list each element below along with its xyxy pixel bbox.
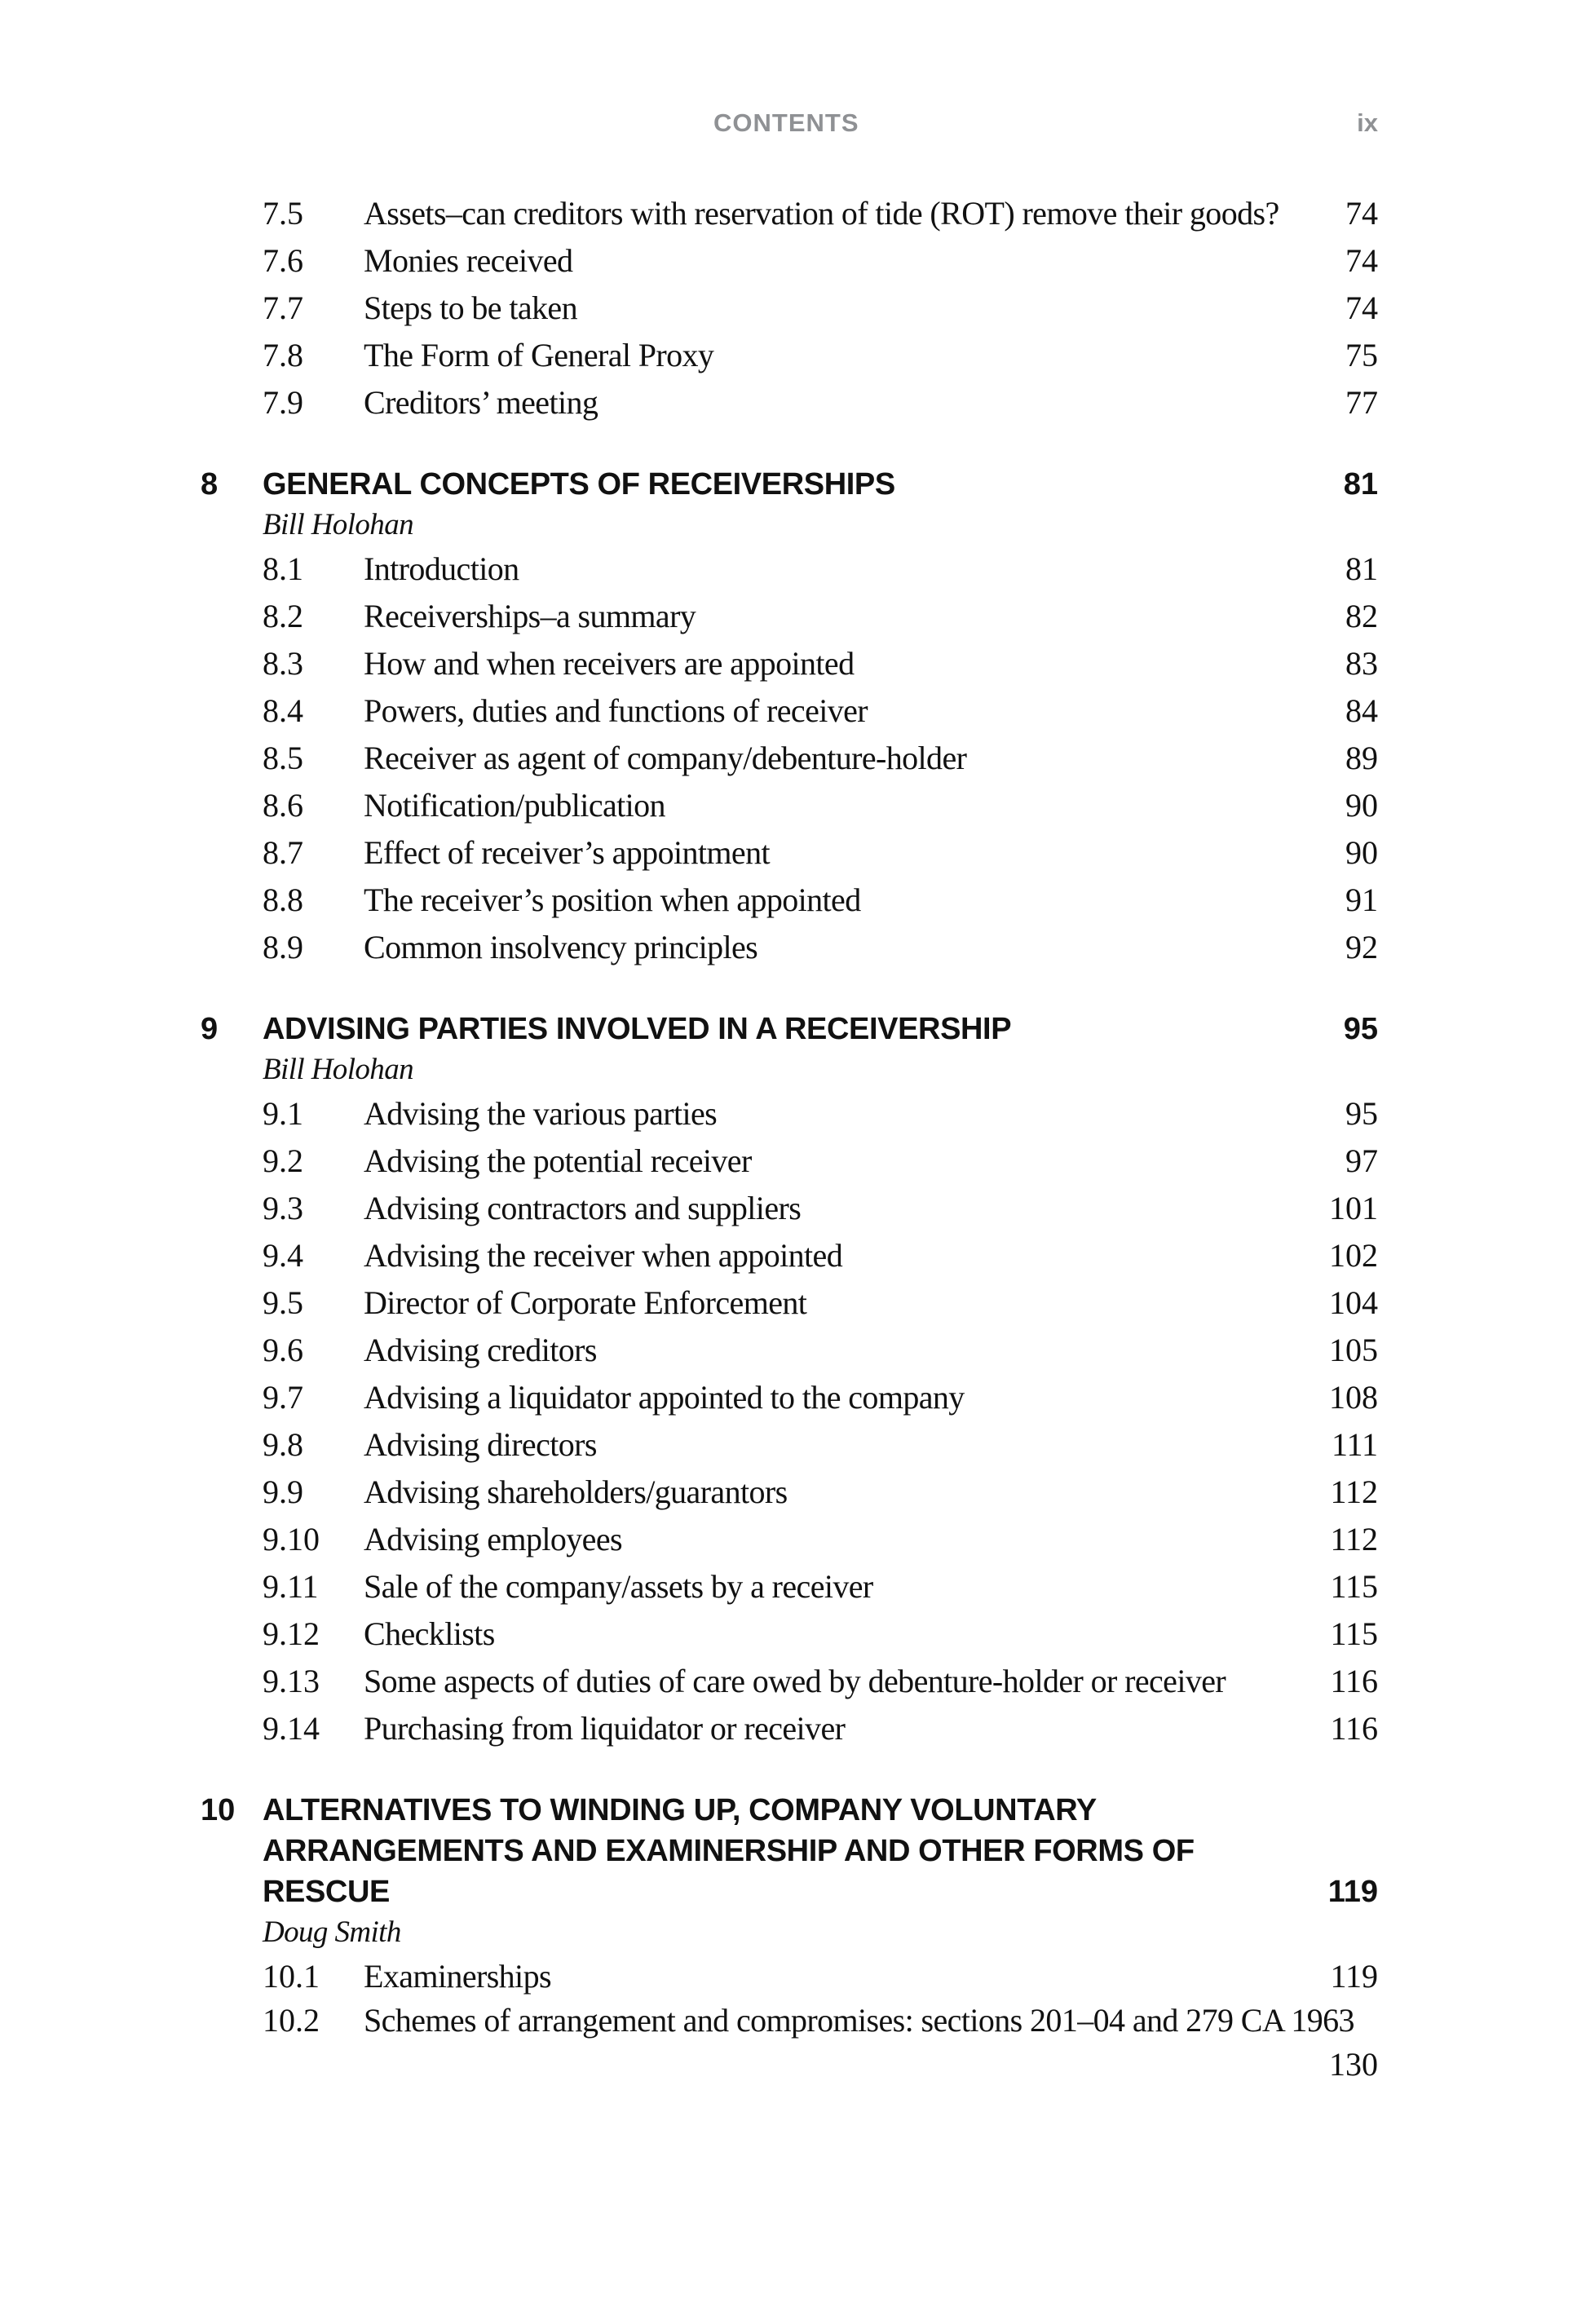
entry-page: 111 (1331, 1426, 1378, 1463)
entry-title: Assets–can creditors with reservation of tide (ROT) remove their goods? (364, 195, 1279, 232)
entry-title: Sale of the company/assets by a receiver (364, 1568, 873, 1605)
entry-number: 9.2 (263, 1142, 303, 1179)
entry-title: Advising a liquidator appointed to the company (364, 1379, 965, 1416)
entry-title: Advising creditors (364, 1332, 597, 1368)
toc-entry (0, 237, 1590, 285)
toc-entry (0, 593, 1590, 640)
entry-title: Checklists (364, 1615, 495, 1652)
entry-number: 8.8 (263, 881, 303, 918)
entry-number: 7.9 (263, 384, 303, 421)
entry-page: 97 (1345, 1142, 1378, 1179)
entry-page: 90 (1345, 834, 1378, 871)
chapter-author: Doug Smith (263, 1915, 401, 1949)
toc-entry (0, 687, 1590, 735)
entry-number: 9.1 (263, 1095, 303, 1132)
toc-entry (0, 1138, 1590, 1185)
entry-title: Powers, duties and functions of receiver (364, 692, 868, 729)
chapter-heading-10 (0, 1790, 1590, 1912)
chapter-heading-8 (0, 464, 1590, 505)
entry-number: 9.10 (263, 1521, 320, 1557)
entry-number: 10.1 (263, 1958, 320, 1995)
chapter-page: 95 (1343, 1012, 1378, 1046)
chapter-page: 119 (1327, 1875, 1378, 1909)
entry-page: 90 (1345, 787, 1378, 824)
entry-number: 9.9 (263, 1473, 303, 1510)
entry-title: Steps to be taken (364, 289, 577, 326)
entry-number: 7.5 (263, 195, 303, 232)
entry-page: 102 (1329, 1237, 1378, 1274)
chapter-author: Bill Holohan (263, 508, 413, 541)
running-title: CONTENTS (713, 108, 859, 137)
entry-page: 101 (1329, 1190, 1378, 1226)
entry-page: 92 (1345, 929, 1378, 965)
entry-title: Receiverships–a summary (364, 598, 696, 634)
entry-number: 10.2 (263, 2002, 320, 2039)
toc-entry (0, 1232, 1590, 1279)
toc-entry (0, 1327, 1590, 1374)
entry-page: 112 (1330, 1521, 1378, 1557)
entry-title: Monies received (364, 242, 573, 279)
entry-title: Advising the potential receiver (364, 1142, 752, 1179)
toc-entry (0, 1516, 1590, 1563)
entry-title: The receiver’s position when appointed (364, 881, 861, 918)
toc-entry (0, 332, 1590, 379)
entry-title: Examinerships (364, 1958, 551, 1995)
entry-title: The Form of General Proxy (364, 337, 714, 373)
entry-page: 81 (1345, 550, 1378, 587)
entry-page: 91 (1345, 881, 1378, 918)
toc-entry (0, 2000, 1590, 2085)
entry-number: 9.7 (263, 1379, 303, 1416)
entry-page: 84 (1345, 692, 1378, 729)
chapter-heading-9 (0, 1009, 1590, 1049)
entry-title: Effect of receiver’s appointment (364, 834, 770, 871)
toc-entry (0, 1563, 1590, 1610)
entry-title: Purchasing from liquidator or receiver (364, 1710, 846, 1747)
toc-entry (0, 190, 1590, 237)
entry-title: Some aspects of duties of care owed by debenture-holder or receiver (364, 1663, 1226, 1699)
toc-entry (0, 1421, 1590, 1469)
running-head (0, 108, 1590, 144)
toc-entry (0, 782, 1590, 829)
entry-number: 7.8 (263, 337, 303, 373)
entry-title: Creditors’ meeting (364, 384, 598, 421)
entry-page: 75 (1345, 337, 1378, 373)
entry-page: 112 (1330, 1473, 1378, 1510)
chapter-title: GENERAL CONCEPTS OF RECEIVERSHIPS (263, 467, 895, 501)
toc-entry (0, 1705, 1590, 1752)
entry-page: 108 (1329, 1379, 1378, 1416)
entry-page: 83 (1345, 645, 1378, 682)
entry-number: 9.12 (263, 1615, 320, 1652)
entry-title: Notification/publication (364, 787, 665, 824)
toc-entry (0, 1953, 1590, 2000)
chapter-author: Bill Holohan (263, 1053, 413, 1086)
entry-page: 115 (1330, 1615, 1378, 1652)
toc-entry (0, 640, 1590, 687)
entry-number: 8.9 (263, 929, 303, 965)
entry-page: 74 (1345, 242, 1378, 279)
entry-number: 7.7 (263, 289, 303, 326)
entry-number: 8.2 (263, 598, 303, 634)
entry-title: Advising shareholders/guarantors (364, 1473, 788, 1510)
entry-title: Introduction (364, 550, 519, 587)
toc-entry (0, 829, 1590, 877)
entry-number: 7.6 (263, 242, 303, 279)
toc-entry (0, 1658, 1590, 1705)
entry-number: 8.4 (263, 692, 303, 729)
entry-title: Advising directors (364, 1426, 597, 1463)
entry-number: 8.5 (263, 740, 303, 776)
toc-entry (0, 1610, 1590, 1658)
entry-page: 116 (1330, 1663, 1378, 1699)
chapter-number: 9 (201, 1012, 219, 1046)
toc-entry (0, 1279, 1590, 1327)
toc-entry (0, 1090, 1590, 1138)
toc-entry (0, 924, 1590, 971)
entry-page: 119 (1330, 1958, 1378, 1995)
entry-number: 9.8 (263, 1426, 303, 1463)
entry-title: Director of Corporate Enforcement (364, 1284, 807, 1321)
chapter-number: 8 (201, 467, 219, 501)
chapter-title: ADVISING PARTIES INVOLVED IN A RECEIVERSHIP (263, 1012, 1012, 1046)
chapter-page: 81 (1343, 467, 1378, 501)
entry-number: 8.1 (263, 550, 303, 587)
entry-title: Advising employees (364, 1521, 622, 1557)
entry-page: 104 (1329, 1284, 1378, 1321)
table-of-contents (0, 190, 1590, 2085)
entry-title: How and when receivers are appointed (364, 645, 855, 682)
entry-number: 8.6 (263, 787, 303, 824)
entry-title: Advising the receiver when appointed (364, 1237, 843, 1274)
entry-title: Common insolvency principles (364, 929, 758, 965)
entry-page: 95 (1345, 1095, 1378, 1132)
toc-entry (0, 546, 1590, 593)
entry-number: 8.7 (263, 834, 303, 871)
entry-number: 9.6 (263, 1332, 303, 1368)
entry-title: Advising contractors and suppliers (364, 1190, 802, 1226)
entry-number: 9.14 (263, 1710, 320, 1747)
toc-entry (0, 735, 1590, 782)
toc-entry (0, 379, 1590, 426)
entry-title: Advising the various parties (364, 1095, 718, 1132)
toc-entry (0, 1185, 1590, 1232)
entry-page: 89 (1345, 740, 1378, 776)
entry-number: 9.13 (263, 1663, 320, 1699)
entry-page: 130 (1329, 2046, 1378, 2083)
entry-number: 9.3 (263, 1190, 303, 1226)
entry-title: Schemes of arrangement and compromises: sections 201–04 and 279 CA 1963 (364, 2002, 1354, 2039)
entry-page: 115 (1330, 1568, 1378, 1605)
entry-number: 9.5 (263, 1284, 303, 1321)
chapter-title: ALTERNATIVES TO WINDING UP, COMPANY VOLUNTARY ARRANGEMENTS AND EXAMINERSHIP AND OTHER FORMS OF RESCUE (263, 1793, 1195, 1909)
entry-number: 8.3 (263, 645, 303, 682)
entry-number: 9.11 (263, 1568, 319, 1605)
toc-entry (0, 285, 1590, 332)
entry-page: 116 (1330, 1710, 1378, 1747)
entry-page: 77 (1345, 384, 1378, 421)
entry-title: Receiver as agent of company/debenture-holder (364, 740, 967, 776)
toc-entry (0, 1469, 1590, 1516)
chapter-number: 10 (201, 1793, 236, 1827)
entry-page: 105 (1329, 1332, 1378, 1368)
entry-page: 82 (1345, 598, 1378, 634)
entry-page: 74 (1345, 195, 1378, 232)
entry-page: 74 (1345, 289, 1378, 326)
page-folio: ix (1357, 108, 1378, 137)
toc-entry (0, 877, 1590, 924)
toc-entry (0, 1374, 1590, 1421)
entry-number: 9.4 (263, 1237, 303, 1274)
